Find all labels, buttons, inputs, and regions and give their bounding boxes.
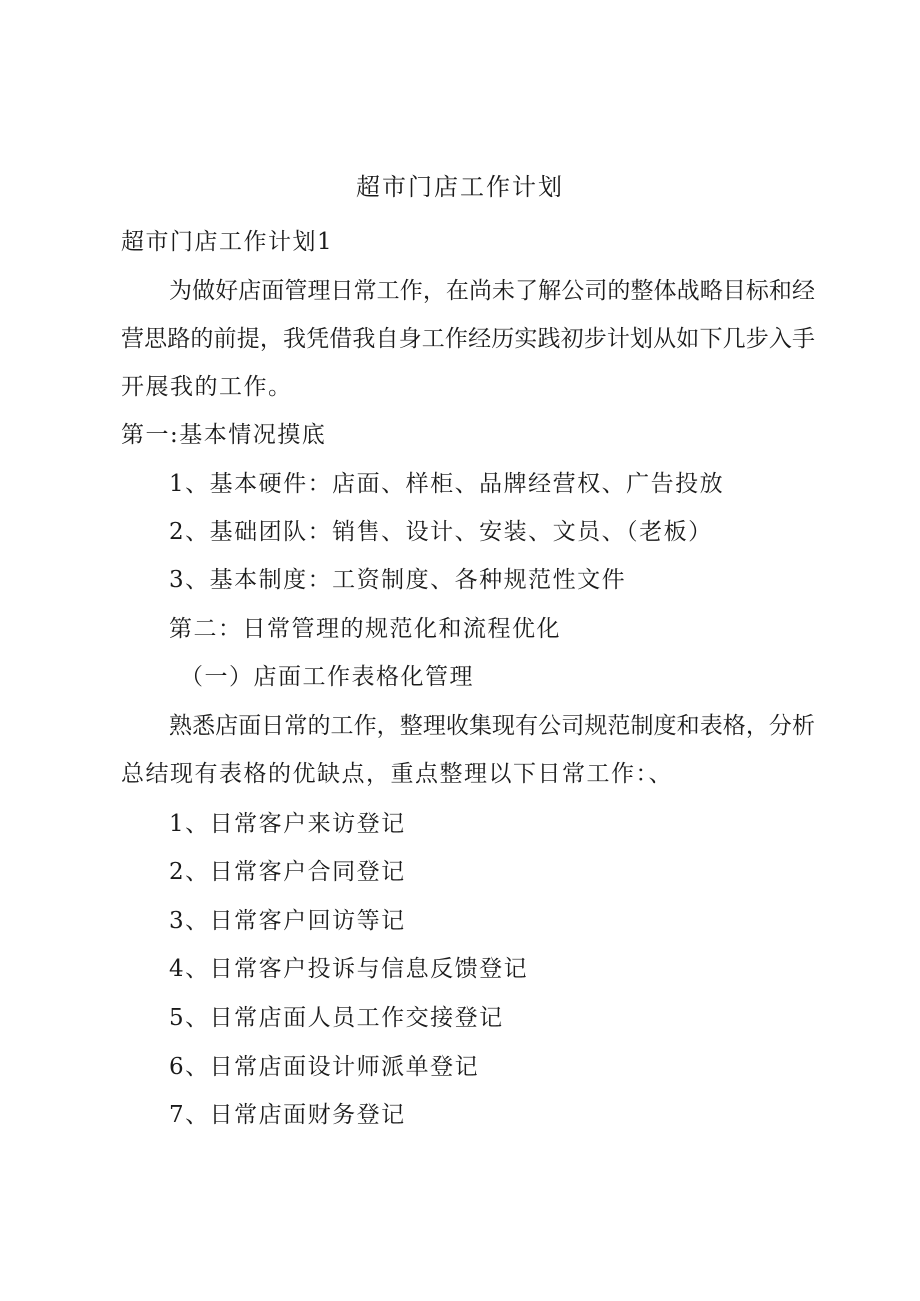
section1-heading: 第一:基本情况摸底 [121,422,327,448]
section2-item-4: 4、日常客户投诉与信息反馈登记 [169,956,529,982]
section1-item-2: 2、基础团队：销售、设计、安装、文员、（老板） [169,519,713,545]
section2-item-1: 1、日常客户来访登记 [169,811,406,837]
intro-line-2: 营思路的前提，我凭借我自身工作经历实践初步计划从如下几步入手 [121,326,815,352]
section2-paragraph-line-1: 熟悉店面日常的工作，整理收集现有公司规范制度和表格，分析 [169,713,815,739]
section1-item-1: 1、基本硬件：店面、样柜、品牌经营权、广告投放 [169,471,725,497]
section2-heading: 第二：日常管理的规范化和流程优化 [169,616,561,642]
section2-item-3: 3、日常客户回访等记 [169,908,406,934]
intro-line-1: 为做好店面管理日常工作，在尚未了解公司的整体战略目标和经 [169,278,815,304]
section2-subheading: （一）店面工作表格化管理 [180,664,474,690]
section2-paragraph-line-2: 总结现有表格的优缺点，重点整理以下日常工作：、 [121,761,673,787]
section2-item-5: 5、日常店面人员工作交接登记 [169,1005,504,1031]
document-title: 超市门店工作计划 [356,173,564,201]
section1-item-3: 3、基本制度：工资制度、各种规范性文件 [169,567,627,593]
section2-item-2: 2、日常客户合同登记 [169,859,406,885]
document-subtitle: 超市门店工作计划1 [121,229,334,255]
section2-item-6: 6、日常店面设计师派单登记 [169,1054,480,1080]
section2-item-7: 7、日常店面财务登记 [169,1102,406,1128]
intro-line-3: 开展我的工作。 [121,374,293,400]
